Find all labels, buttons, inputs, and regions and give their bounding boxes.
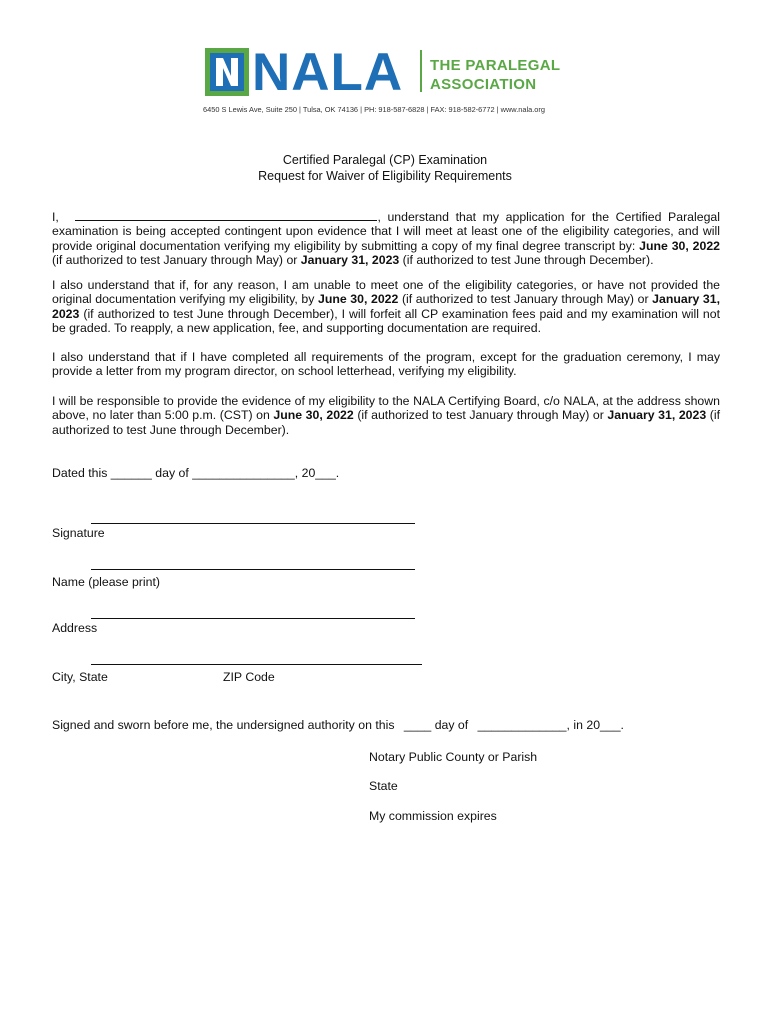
p2-mid: (if authorized to test January through May) or [401,292,649,307]
p4-mid: (if authorized to test January through May) or [357,408,604,423]
sworn-text: Signed and sworn before me, the undersigned authority on this [52,718,395,732]
commission-label: My commission expires [369,809,497,823]
p4-date1: June 30, 2022 [273,408,354,423]
state-label: State [369,779,398,793]
zip-label: ZIP Code [223,670,275,684]
p2-end: (if authorized to test June through December), I will forfeit all CP examination fees paid and my examination will not be graded. To reapply, a new application, fee, and supporting documentation are required. [52,306,721,335]
p1-date1: June 30, 2022 [639,238,720,253]
city-state-label: City, State [52,670,108,684]
paragraph-forfeit [52,278,720,335]
dated-line [52,466,339,480]
logo-subtitle [430,56,560,94]
dated-label: Dated this [52,466,108,480]
p4-date2: January 31, 2023 [607,408,707,423]
header-address: 6450 S Lewis Ave, Suite 250 | Tulsa, OK 74136 | PH: 918-587-6828 | FAX: 918-582-6772 | www.nala.org [203,105,545,114]
nala-logo [203,43,570,118]
logo-subtitle-line2: ASSOCIATION [430,76,537,93]
p2-date1: June 30, 2022 [318,292,399,307]
notary-label: Notary Public County or Parish [369,750,538,764]
dated-year: , 20___. [294,466,340,480]
sworn-day-of: day of [434,718,469,732]
dated-day-blank[interactable]: ______ [110,466,152,480]
p1-end: (if authorized to test June through December). [402,252,654,267]
logo-wordmark: NALA [252,43,404,102]
paragraph-responsibility [52,394,720,437]
name-line[interactable] [91,569,415,570]
signature-line[interactable] [91,523,415,524]
sworn-line [52,718,624,732]
applicant-name-blank[interactable] [75,208,377,221]
city-state-zip-line[interactable] [91,664,422,665]
document-title: Certified Paralegal (CP) Examination [282,153,488,167]
p1-mid: (if authorized to test January through May) or [52,252,298,267]
signature-label: Signature [52,526,105,540]
p1-date2: January 31, 2023 [300,252,400,267]
document-subtitle: Request for Waiver of Eligibility Requirements [258,169,512,183]
paragraph-acknowledgement [52,208,720,267]
sworn-day-blank[interactable]: ____ [403,718,432,732]
paragraph-graduation: I also understand that if I have completed all requirements of the program, except for the graduation ceremony, I may provide a letter from my program director, on school letterhead, verifying my eligibility. [52,350,720,379]
dated-day-of: day of [155,466,189,480]
address-line[interactable] [91,618,415,619]
sworn-month-blank[interactable]: _____________ [477,718,567,732]
p2-date2: January 31, 2023 [52,292,721,321]
nala-logo-mark-icon [205,48,249,96]
p4-start: I will be responsible to provide the evidence of my eligibility to the NALA Certifying Board, c/o NALA, at the address shown above, no later than 5:00 p.m. (CST) on [52,394,720,423]
p4-end: (if authorized to test June through December). [52,408,721,437]
logo-subtitle-line1: THE PARALEGAL [430,57,561,74]
p1-text: , understand that my application for the Certified Paralegal examination is being accepted contingent upon evidence that I will meet at least one of the eligibility categories, and will provide original documentation verifying my eligibility by submitting a copy of my final degree transcript by: [52,210,720,253]
sworn-year: , in 20___. [566,718,624,732]
address-label: Address [52,621,98,635]
dated-month-blank[interactable]: _______________ [192,466,295,480]
logo-divider [420,50,422,92]
p1-lead: I, [52,210,59,224]
p2-start: I also understand that if, for any reason, I am unable to meet one of the eligibility categories, or have not provided the original documentation verifying my eligibility, by [52,278,720,307]
name-label: Name (please print) [52,575,160,589]
